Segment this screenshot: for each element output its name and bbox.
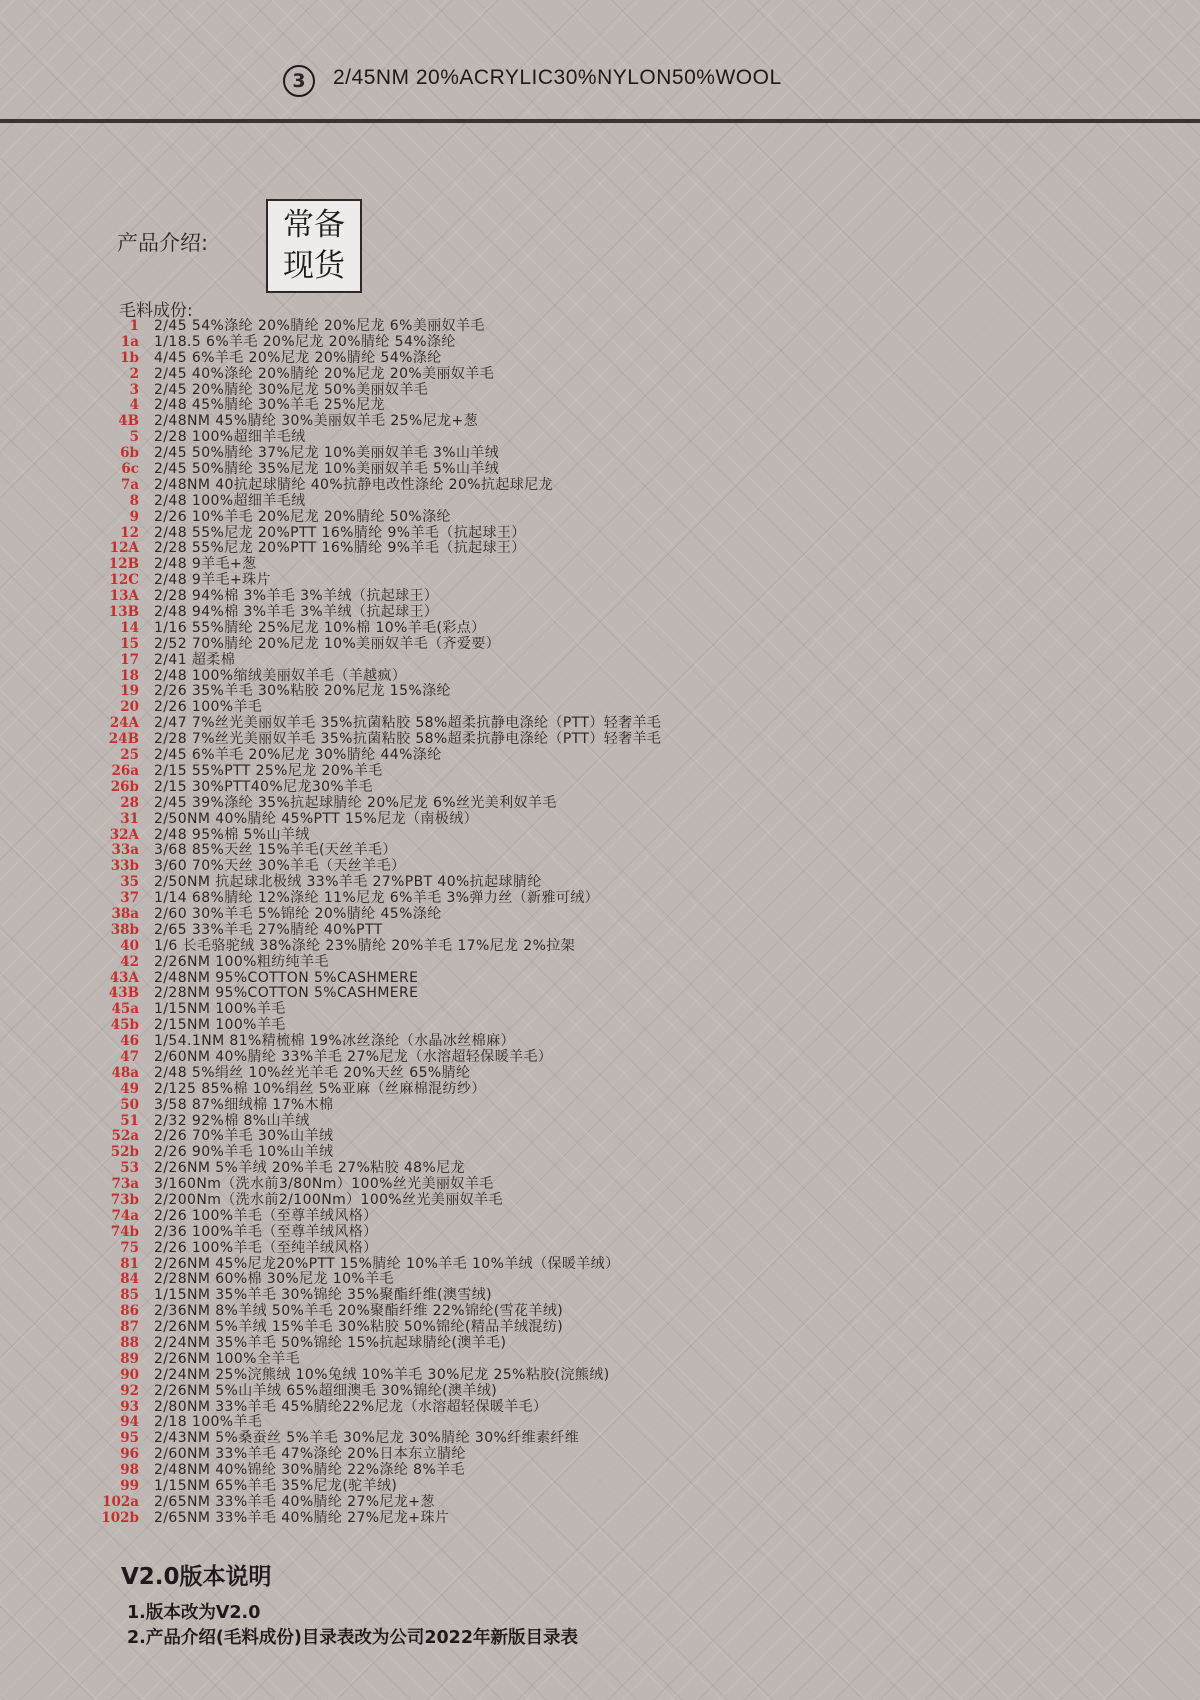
item-description: 2/45 50%腈纶 37%尼龙 10%美丽奴羊毛 3%山羊绒: [154, 445, 500, 462]
item-description: 2/28NM 60%棉 30%尼龙 10%羊毛: [154, 1271, 394, 1288]
item-description: 2/26 10%羊毛 20%尼龙 20%腈纶 50%涤纶: [154, 508, 451, 525]
item-description: 2/28NM 95%COTTON 5%CASHMERE: [154, 985, 419, 1002]
item-code: 45a: [111, 1001, 139, 1018]
list-item: [85, 700, 985, 716]
version-note-1: 1.版本改为V2.0: [127, 1603, 261, 1623]
item-code: 96: [120, 1446, 139, 1463]
item-description: 2/48NM 40%锦纶 30%腈纶 22%涤纶 8%羊毛: [154, 1462, 465, 1479]
item-description: 2/43NM 5%桑蚕丝 5%羊毛 30%尼龙 30%腈纶 30%纤维素纤维: [154, 1430, 580, 1447]
item-code: 1: [129, 318, 139, 334]
list-item: [85, 1511, 985, 1527]
item-code: 81: [120, 1255, 139, 1272]
item-description: 2/45 6%羊毛 20%尼龙 30%腈纶 44%涤纶: [154, 747, 442, 764]
item-code: 94: [120, 1414, 139, 1431]
item-code: 47: [120, 1048, 139, 1065]
item-code: 93: [120, 1398, 139, 1415]
list-item: [85, 1431, 985, 1447]
item-code: 74b: [110, 1223, 139, 1240]
list-item: [85, 573, 985, 589]
item-description: 2/48NM 40抗起球腈纶 40%抗静电改性涤纶 20%抗起球尼龙: [154, 476, 553, 493]
item-description: 1/15NM 100%羊毛: [154, 1001, 286, 1018]
item-description: 2/36NM 8%羊绒 50%羊毛 20%聚酯纤维 22%锦纶(雪花羊绒): [154, 1303, 564, 1320]
item-code: 37: [120, 890, 139, 907]
item-description: 2/28 7%丝光美丽奴羊毛 35%抗菌粘胶 58%超柔抗静电涤纶（PTT）轻奢羊毛: [154, 731, 662, 748]
list-item: [85, 1415, 985, 1431]
item-code: 85: [120, 1287, 139, 1304]
list-item: [85, 1225, 985, 1241]
item-code: 3: [129, 381, 139, 398]
item-description: 2/60NM 40%腈纶 33%羊毛 27%尼龙（水溶超轻保暖羊毛）: [154, 1048, 553, 1065]
item-description: 3/68 85%天丝 15%羊毛(天丝羊毛）: [154, 842, 397, 859]
item-description: 1/16 55%腈纶 25%尼龙 10%棉 10%羊毛(彩点）: [154, 619, 486, 636]
item-code: 18: [120, 667, 139, 684]
item-code: 49: [120, 1080, 139, 1097]
item-description: 2/48 55%尼龙 20%PTT 16%腈纶 9%羊毛（抗起球王）: [154, 524, 526, 541]
item-description: 1/14 68%腈纶 12%涤纶 11%尼龙 6%羊毛 3%弹力丝（新雅可绒）: [154, 890, 600, 907]
item-description: 2/28 100%超细羊毛绒: [154, 429, 306, 446]
item-description: 2/26NM 5%羊绒 20%羊毛 27%粘胶 48%尼龙: [154, 1160, 465, 1177]
item-code: 43B: [108, 985, 139, 1002]
list-item: [85, 462, 985, 478]
item-code: 31: [120, 810, 139, 827]
item-description: 2/41 超柔棉: [154, 651, 236, 668]
version-notes-title: V2.0版本说明: [121, 1564, 272, 1590]
item-code: 95: [120, 1430, 139, 1447]
item-description: 2/50NM 40%腈纶 45%PTT 15%尼龙（南极绒）: [154, 810, 478, 827]
item-description: 2/26 35%羊毛 30%粘胶 20%尼龙 15%涤纶: [154, 683, 451, 700]
stock-line-2: 现货: [283, 248, 345, 284]
item-description: 2/48 94%棉 3%羊毛 3%羊绒（抗起球王）: [154, 604, 439, 621]
item-code: 42: [120, 953, 139, 970]
item-code: 4B: [118, 413, 139, 430]
list-item: [85, 367, 985, 383]
item-code: 50: [120, 1096, 139, 1113]
list-item: [85, 1209, 985, 1225]
list-item: [85, 319, 985, 335]
list-item: [85, 398, 985, 414]
item-code: 9: [129, 508, 139, 525]
item-code: 102a: [102, 1493, 139, 1510]
list-item: [85, 1400, 985, 1416]
item-code: 12C: [109, 572, 139, 589]
list-item: [85, 605, 985, 621]
list-item: [85, 764, 985, 780]
item-description: 2/45 50%腈纶 35%尼龙 10%美丽奴羊毛 5%山羊绒: [154, 461, 500, 478]
list-item: [85, 446, 985, 462]
list-item: [85, 1384, 985, 1400]
item-description: 2/48 45%腈纶 30%羊毛 25%尼龙: [154, 397, 385, 414]
item-code: 13B: [108, 604, 139, 621]
list-item: [85, 541, 985, 557]
item-code: 38b: [110, 921, 139, 938]
item-description: 2/48NM 95%COTTON 5%CASHMERE: [154, 969, 419, 986]
item-code: 24A: [109, 715, 139, 732]
item-description: 1/18.5 6%羊毛 20%尼龙 20%腈纶 54%涤纶: [154, 333, 456, 350]
item-code: 6b: [120, 445, 139, 462]
item-description: 2/80NM 33%羊毛 45%腈纶22%尼龙（水溶超轻保暖羊毛）: [154, 1398, 548, 1415]
item-description: 2/26NM 45%尼龙20%PTT 15%腈纶 10%羊毛 10%羊绒（保暖羊绒）: [154, 1255, 620, 1272]
list-item: [85, 1304, 985, 1320]
item-code: 28: [120, 794, 139, 811]
item-description: 2/24NM 25%浣熊绒 10%兔绒 10%羊毛 30%尼龙 25%粘胶(浣熊绒): [154, 1366, 610, 1383]
product-intro-label: 产品介绍:: [117, 231, 209, 255]
list-item: [85, 1368, 985, 1384]
list-item: [85, 1495, 985, 1511]
item-description: 2/26 90%羊毛 10%山羊绒: [154, 1144, 334, 1161]
item-code: 74a: [111, 1207, 139, 1224]
item-description: 2/32 92%棉 8%山羊绒: [154, 1112, 310, 1129]
item-description: 2/52 70%腈纶 20%尼龙 10%美丽奴羊毛（齐爱要）: [154, 635, 501, 652]
item-code: 12A: [109, 540, 139, 557]
item-code: 48a: [111, 1064, 139, 1081]
item-description: 2/48 5%绢丝 10%丝光羊毛 20%天丝 65%腈纶: [154, 1064, 471, 1081]
list-item: [85, 1114, 985, 1130]
list-item: [85, 1145, 985, 1161]
list-item: [85, 828, 985, 844]
item-code: 51: [120, 1112, 139, 1129]
stock-line-1: 常备: [283, 207, 345, 243]
item-code: 8: [129, 492, 139, 509]
item-description: 2/26NM 100%全羊毛: [154, 1350, 301, 1367]
item-code: 40: [120, 937, 139, 954]
list-item: [85, 1050, 985, 1066]
item-description: 2/48 9羊毛+珠片: [154, 572, 271, 589]
item-code: 35: [120, 874, 139, 891]
item-description: 2/26NM 5%羊绒 15%羊毛 30%粘胶 50%锦纶(精品羊绒混纺): [154, 1319, 564, 1336]
item-code: 52a: [111, 1128, 139, 1145]
list-item: [85, 812, 985, 828]
item-description: 2/65 33%羊毛 27%腈纶 40%PTT: [154, 921, 383, 938]
list-item: [85, 780, 985, 796]
list-item: [85, 923, 985, 939]
list-item: [85, 1066, 985, 1082]
item-code: 84: [120, 1271, 139, 1288]
list-item: [85, 557, 985, 573]
item-description: 2/26 100%羊毛: [154, 699, 263, 716]
list-item: [85, 351, 985, 367]
item-description: 4/45 6%羊毛 20%尼龙 20%腈纶 54%涤纶: [154, 349, 442, 366]
item-description: 1/6 长毛骆驼绒 38%涤纶 23%腈纶 20%羊毛 17%尼龙 2%拉架: [154, 937, 576, 954]
item-code: 25: [120, 747, 139, 764]
item-code: 98: [120, 1462, 139, 1479]
item-code: 87: [120, 1319, 139, 1336]
item-description: 3/60 70%天丝 30%羊毛（天丝羊毛）: [154, 858, 406, 875]
item-code: 1a: [120, 333, 139, 350]
item-description: 2/15NM 100%羊毛: [154, 1017, 286, 1034]
page-header: [0, 62, 1200, 98]
item-description: 2/26 100%羊毛（至纯羊绒风格）: [154, 1239, 378, 1256]
item-description: 2/26NM 100%粗纺纯羊毛: [154, 953, 329, 970]
item-code: 90: [120, 1366, 139, 1383]
list-item: [85, 430, 985, 446]
item-description: 2/15 30%PTT40%尼龙30%羊毛: [154, 778, 373, 795]
item-code: 14: [120, 619, 139, 636]
list-item: [85, 1129, 985, 1145]
item-description: 2/60 30%羊毛 5%锦纶 20%腈纶 45%涤纶: [154, 905, 442, 922]
item-code: 32A: [109, 826, 139, 843]
list-item: [85, 1018, 985, 1034]
item-description: 2/48NM 45%腈纶 30%美丽奴羊毛 25%尼龙+葱: [154, 413, 479, 430]
composition-list: [85, 319, 985, 1527]
item-code: 13A: [109, 588, 139, 605]
in-stock-box: [266, 199, 362, 293]
item-code: 33a: [111, 842, 139, 859]
item-code: 6c: [121, 461, 139, 478]
item-description: 3/58 87%细绒棉 17%木棉: [154, 1096, 334, 1113]
item-code: 73a: [111, 1176, 139, 1193]
list-item: [85, 732, 985, 748]
page-title: 2/45NM 20%ACRYLIC30%NYLON50%WOOL: [333, 66, 782, 89]
list-item: [85, 414, 985, 430]
list-item: [85, 891, 985, 907]
composition-label: 毛料成份:: [119, 301, 193, 321]
list-item: [85, 653, 985, 669]
item-description: 2/50NM 抗起球北极绒 33%羊毛 27%PBT 40%抗起球腈纶: [154, 874, 542, 891]
list-item: [85, 335, 985, 351]
item-code: 7a: [120, 476, 139, 493]
item-description: 2/45 40%涤纶 20%腈纶 20%尼龙 20%美丽奴羊毛: [154, 365, 495, 382]
list-item: [85, 510, 985, 526]
item-code: 19: [120, 683, 139, 700]
list-item: [85, 1320, 985, 1336]
list-item: [85, 1082, 985, 1098]
item-code: 92: [120, 1382, 139, 1399]
item-description: 2/28 94%棉 3%羊毛 3%羊绒（抗起球王）: [154, 588, 439, 605]
item-code: 45b: [110, 1017, 139, 1034]
item-description: 2/28 55%尼龙 20%PTT 16%腈纶 9%羊毛（抗起球王）: [154, 540, 526, 557]
item-code: 1b: [120, 349, 139, 366]
list-item: [85, 1034, 985, 1050]
list-item: [85, 1177, 985, 1193]
header-divider: [0, 119, 1200, 123]
item-description: 2/26 70%羊毛 30%山羊绒: [154, 1128, 334, 1145]
item-code: 75: [120, 1239, 139, 1256]
list-item: [85, 1241, 985, 1257]
list-item: [85, 1161, 985, 1177]
item-description: 2/15 55%PTT 25%尼龙 20%羊毛: [154, 762, 383, 779]
item-code: 24B: [108, 731, 139, 748]
item-description: 2/45 54%涤纶 20%腈纶 20%尼龙 6%美丽奴羊毛: [154, 318, 485, 334]
item-description: 2/36 100%羊毛（至尊羊绒风格）: [154, 1223, 378, 1240]
list-item: [85, 478, 985, 494]
item-code: 53: [120, 1160, 139, 1177]
list-item: [85, 1463, 985, 1479]
item-code: 12B: [108, 556, 139, 573]
list-item: [85, 986, 985, 1002]
list-item: [85, 971, 985, 987]
item-description: 2/125 85%棉 10%绢丝 5%亚麻（丝麻棉混纺纱）: [154, 1080, 486, 1097]
list-item: [85, 796, 985, 812]
list-item: [85, 621, 985, 637]
item-description: 2/200Nm（洗水前2/100Nm）100%丝光美丽奴羊毛: [154, 1191, 503, 1208]
list-item: [85, 1447, 985, 1463]
item-description: 2/45 39%涤纶 35%抗起球腈纶 20%尼龙 6%丝光美利奴羊毛: [154, 794, 557, 811]
version-note-2: 2.产品介绍(毛料成份)目录表改为公司2022年新版目录表: [127, 1628, 579, 1648]
list-item: [85, 939, 985, 955]
list-item: [85, 907, 985, 923]
item-description: 3/160Nm（洗水前3/80Nm）100%丝光美丽奴羊毛: [154, 1176, 494, 1193]
item-code: 12: [120, 524, 139, 541]
list-item: [85, 637, 985, 653]
item-description: 2/65NM 33%羊毛 40%腈纶 27%尼龙+葱: [154, 1493, 435, 1510]
item-code: 38a: [111, 905, 139, 922]
item-code: 102b: [101, 1509, 139, 1526]
item-description: 2/48 100%缩绒美丽奴羊毛（羊越疯）: [154, 667, 407, 684]
item-code: 4: [129, 397, 139, 414]
list-item: [85, 748, 985, 764]
section-number-badge: 3: [283, 65, 315, 97]
list-item: [85, 1193, 985, 1209]
item-code: 17: [120, 651, 139, 668]
item-description: 2/47 7%丝光美丽奴羊毛 35%抗菌粘胶 58%超柔抗静电涤纶（PTT）轻奢羊毛: [154, 715, 662, 732]
item-code: 52b: [110, 1144, 139, 1161]
item-code: 89: [120, 1350, 139, 1367]
item-code: 99: [120, 1478, 139, 1495]
item-code: 46: [120, 1033, 139, 1050]
list-item: [85, 1272, 985, 1288]
list-item: [85, 859, 985, 875]
item-description: 2/48 9羊毛+葱: [154, 556, 257, 573]
list-item: [85, 1288, 985, 1304]
list-item: [85, 716, 985, 732]
item-description: 2/48 100%超细羊毛绒: [154, 492, 306, 509]
list-item: [85, 589, 985, 605]
item-code: 73b: [110, 1191, 139, 1208]
item-code: 43A: [109, 969, 139, 986]
list-item: [85, 1002, 985, 1018]
item-description: 2/18 100%羊毛: [154, 1414, 263, 1431]
item-code: 15: [120, 635, 139, 652]
item-description: 2/60NM 33%羊毛 47%涤纶 20%日本东立腈纶: [154, 1446, 466, 1463]
list-item: [85, 494, 985, 510]
item-description: 1/54.1NM 81%精梳棉 19%冰丝涤纶（水晶冰丝棉麻）: [154, 1033, 515, 1050]
item-description: 1/15NM 35%羊毛 30%锦纶 35%聚酯纤维(澳雪绒): [154, 1287, 493, 1304]
item-description: 2/65NM 33%羊毛 40%腈纶 27%尼龙+珠片: [154, 1509, 450, 1526]
item-description: 2/26 100%羊毛（至尊羊绒风格）: [154, 1207, 378, 1224]
item-description: 2/48 95%棉 5%山羊绒: [154, 826, 310, 843]
item-code: 86: [120, 1303, 139, 1320]
list-item: [85, 1098, 985, 1114]
item-code: 26b: [110, 778, 139, 795]
list-item: [85, 955, 985, 971]
item-description: 2/45 20%腈纶 30%尼龙 50%美丽奴羊毛: [154, 381, 429, 398]
list-item: [85, 684, 985, 700]
list-item: [85, 1336, 985, 1352]
item-code: 33b: [110, 858, 139, 875]
item-description: 1/15NM 65%羊毛 35%尼龙(驼羊绒): [154, 1478, 398, 1495]
list-item: [85, 1352, 985, 1368]
item-code: 26a: [111, 762, 139, 779]
item-code: 2: [129, 365, 139, 382]
item-code: 5: [129, 429, 139, 446]
list-item: [85, 875, 985, 891]
list-item: [85, 1479, 985, 1495]
item-code: 20: [120, 699, 139, 716]
item-description: 2/24NM 35%羊毛 50%锦纶 15%抗起球腈纶(澳羊毛): [154, 1335, 507, 1351]
item-description: 2/26NM 5%山羊绒 65%超细澳毛 30%锦纶(澳羊绒): [154, 1382, 498, 1399]
list-item: [85, 843, 985, 859]
item-code: 88: [120, 1335, 139, 1351]
